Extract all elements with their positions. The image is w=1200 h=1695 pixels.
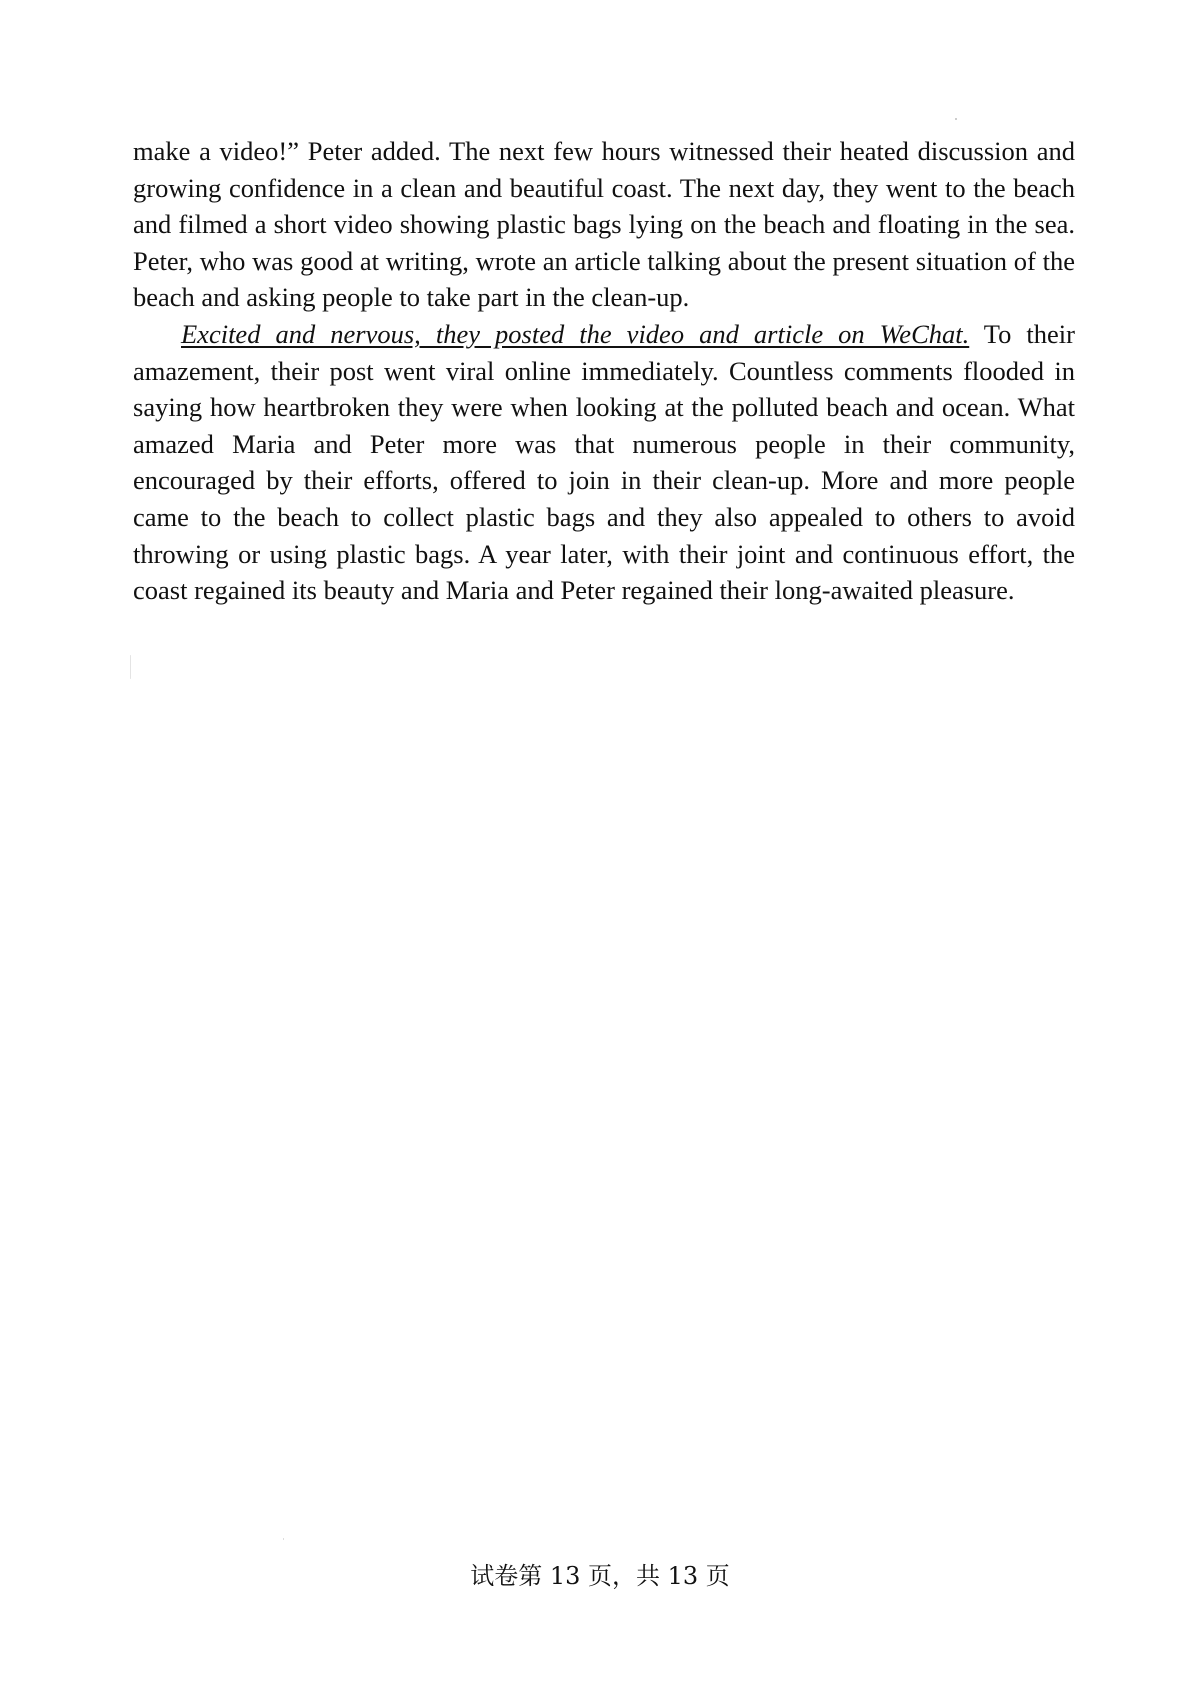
- scan-speck: [130, 655, 131, 679]
- underlined-sentence: Excited and nervous, they posted the video and article on WeChat.: [181, 318, 970, 349]
- page-footer: 试卷第 13 页，共 13 页: [470, 1562, 730, 1590]
- paragraph-ending: [133, 316, 1075, 609]
- paragraph-continuation: make a video!” Peter added. The next few hours witnessed their heated discussion and growing confidence in a clean and beautiful coast. The next day, they went to the beach and filmed a short video showing plastic bags lying on the beach and floating in the sea. Peter, who was good at writing, wrote an article talking about the present situation of the beach and asking people to take part in the clean-up.: [133, 136, 1075, 313]
- passage-body: [133, 133, 1075, 609]
- paragraph-ending-text: To their amazement, their post went viral online immediately. Countless comments flooded in saying how heartbroken they were when looking at the polluted beach and ocean. What amazed Maria and Peter more was that numerous people in their community, encouraged by their efforts, offered to join in their clean-up. More and more people came to the beach to collect plastic bags and they also appealed to others to avoid throwing or using plastic bags. A year later, with their joint and continuous effort, the coast regained its beauty and Maria and Peter regained their long-awaited pleasure.: [133, 318, 1075, 606]
- scan-speck: [283, 1538, 284, 1540]
- scan-speck: [955, 118, 957, 120]
